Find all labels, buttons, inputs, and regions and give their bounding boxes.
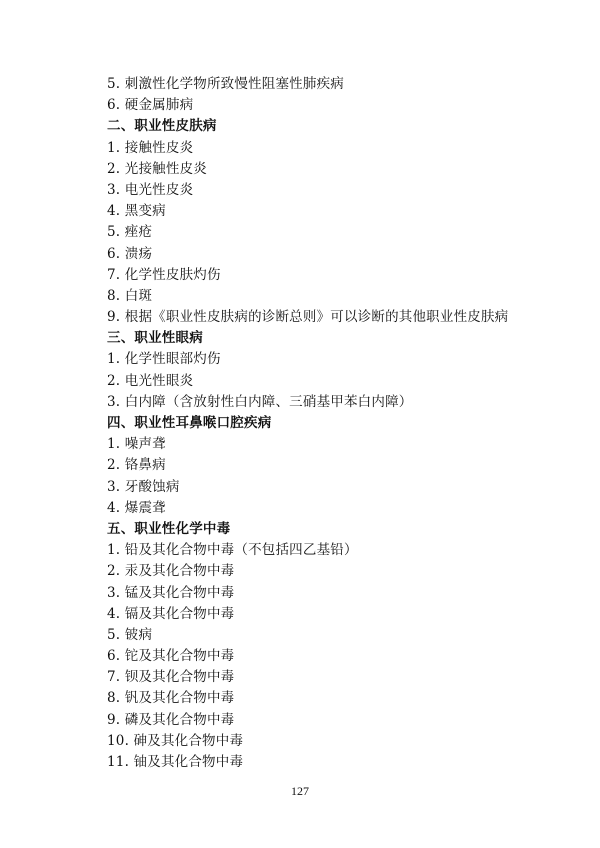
- page-number: 127: [291, 784, 309, 798]
- list-item: 3. 锰及其化合物中毒: [107, 584, 235, 601]
- list-item: 7. 钡及其化合物中毒: [107, 669, 235, 686]
- list-item: 5. 痤疮: [107, 224, 153, 241]
- list-item: 9. 磷及其化合物中毒: [107, 711, 235, 728]
- list-item: 9. 根据《职业性皮肤病的诊断总则》可以诊断的其他职业性皮肤病: [107, 309, 509, 326]
- list-item: 6. 硬金属肺病: [107, 97, 194, 114]
- section-heading: 三、职业性眼病: [107, 330, 203, 347]
- list-item: 1. 噪声聋: [107, 436, 166, 453]
- list-item: 1. 铅及其化合物中毒（不包括四乙基铅）: [107, 542, 358, 559]
- section-heading: 二、职业性皮肤病: [107, 118, 217, 135]
- list-item: 1. 接触性皮炎: [107, 139, 194, 156]
- list-item: 8. 钒及其化合物中毒: [107, 690, 235, 707]
- list-item: 7. 化学性皮肤灼伤: [107, 266, 221, 283]
- list-item: 3. 电光性皮炎: [107, 181, 194, 198]
- list-item: 8. 白斑: [107, 287, 153, 304]
- list-item: 3. 白内障（含放射性白内障、三硝基甲苯白内障）: [107, 393, 413, 410]
- disease-list: [107, 74, 547, 773]
- section-heading: 四、职业性耳鼻喉口腔疾病: [107, 415, 272, 431]
- list-item: 10. 砷及其化合物中毒: [107, 732, 244, 749]
- list-item: 2. 电光性眼炎: [107, 372, 194, 389]
- list-item: 3. 牙酸蚀病: [107, 478, 180, 495]
- list-item: 4. 爆震聋: [107, 499, 166, 516]
- section-heading: 五、职业性化学中毒: [107, 520, 231, 537]
- list-item: 2. 铬鼻病: [107, 457, 166, 474]
- list-item: 4. 黑变病: [107, 203, 166, 220]
- list-item: 5. 刺激性化学物所致慢性阻塞性肺疾病: [107, 76, 344, 92]
- list-item: 2. 光接触性皮炎: [107, 160, 207, 177]
- list-item: 4. 镉及其化合物中毒: [107, 605, 235, 622]
- list-item: 2. 汞及其化合物中毒: [107, 563, 235, 580]
- list-item: 1. 化学性眼部灼伤: [107, 351, 221, 368]
- list-item: 6. 溃疡: [107, 245, 153, 262]
- list-item: 6. 铊及其化合物中毒: [107, 648, 235, 665]
- list-item: 11. 铀及其化合物中毒: [107, 754, 244, 770]
- list-item: 5. 铍病: [107, 626, 153, 643]
